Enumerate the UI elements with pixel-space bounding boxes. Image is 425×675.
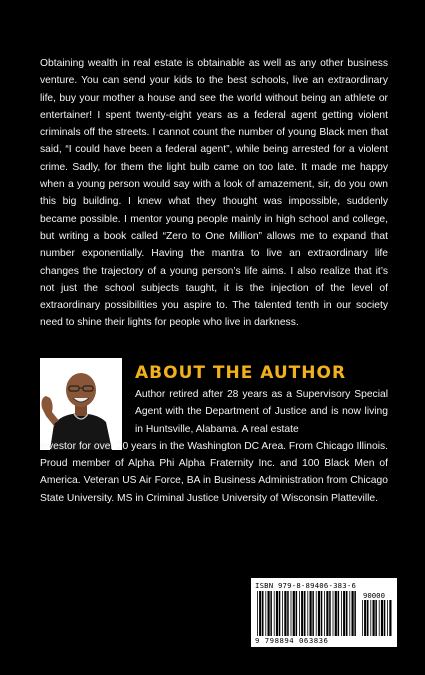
barcode-bar xyxy=(307,591,308,636)
barcode-bar xyxy=(338,591,340,636)
blurb-paragraph: Obtaining wealth in real estate is obtainable as well as any other business venture. You can send your kids to the best schools, live an extraordinary life, buy your mother a house and see the world without being an athlete or entertainer! I spent twenty-eight years as a federal agent getting violent criminals off the streets. I cannot count the number of young Black men that said, “I could have been a federal agent”, while being arrested for a violent crime. Sadly, for them the light bulb came on too late. It made me happy when a young person would say with a look of amazement, sir, do you own this big building. I knew what they thought was impossible, suddenly became possible. I mentor young people mainly in high school and college, but writing a book called “Zero to One Million” allows me to expand that number exponentially. Having the mantra to live an extraordinary life changes the trajectory of a young person’s life aims. I also realize that it’s not just the school subjects taught, it is the injection of the level of extraordinary possibilities you aspire to. The talented tenth in our society need to shine their lights for people who live in darkness. xyxy=(40,58,388,329)
barcode-bar xyxy=(318,591,320,636)
isbn-number: ISBN 979-8-89406-383-6 xyxy=(255,581,357,590)
barcode-bar xyxy=(316,591,317,636)
barcode-bar xyxy=(352,591,354,636)
barcode-bars xyxy=(257,591,357,636)
barcode-addon-number: 90000 xyxy=(363,591,385,600)
barcode-bar xyxy=(304,591,306,636)
barcode-bar xyxy=(349,591,350,636)
barcode-bar xyxy=(293,591,295,636)
barcode-bar xyxy=(370,600,371,636)
barcode-bar xyxy=(362,600,363,636)
isbn-barcode xyxy=(251,578,397,647)
barcode-bar xyxy=(333,591,334,636)
barcode-bar xyxy=(321,591,323,636)
barcode-bar xyxy=(262,591,264,636)
barcode-bar xyxy=(299,591,300,636)
barcode-bar xyxy=(387,600,388,636)
barcode-bar xyxy=(296,591,298,636)
barcode-bar xyxy=(381,600,383,636)
barcode-addon-bars xyxy=(362,600,392,636)
barcode-bar xyxy=(276,591,278,636)
author-bio xyxy=(40,386,388,507)
barcode-bar xyxy=(384,600,386,636)
barcode-bar xyxy=(367,600,369,636)
barcode-bar xyxy=(324,591,325,636)
barcode-bar xyxy=(265,591,266,636)
barcode-bar xyxy=(335,591,337,636)
author-bio-text xyxy=(40,386,388,507)
barcode-bar xyxy=(329,591,331,636)
about-the-author-heading: ABOUT THE AUTHOR xyxy=(135,363,347,383)
barcode-bar xyxy=(310,591,312,636)
barcode-bar xyxy=(375,600,377,636)
barcode-bar xyxy=(379,600,380,636)
ean-number: 9 798894 063836 xyxy=(255,636,329,645)
barcode-bar xyxy=(364,600,366,636)
barcode-bar xyxy=(389,600,391,636)
barcode-bar xyxy=(268,591,270,636)
barcode-bar xyxy=(291,591,292,636)
barcode-bar xyxy=(287,591,289,636)
barcode-bar xyxy=(354,591,356,636)
barcode-bar xyxy=(346,591,348,636)
barcode-bar xyxy=(257,591,258,636)
back-cover-blurb xyxy=(40,55,388,332)
barcode-bar xyxy=(301,591,303,636)
author-bio-rest: investor for over 20 years in the Washington DC Area. From Chicago Illinois. Proud member of Alpha Phi Alpha Fraternity Inc. and 100 Black Men of America. Veteran US Air Force, BA in Business Administration from Chicago State University. MS in Criminal Justice University of Wisconsin Platteville. xyxy=(40,440,388,504)
barcode-bar xyxy=(274,591,275,636)
barcode-bar xyxy=(326,591,328,636)
author-bio-lead: Author retired after 28 years as a Supervisory Special Agent with the Department of Justice and is now living in Huntsville, Alabama. A real estate xyxy=(135,389,388,435)
barcode-bar xyxy=(270,591,272,636)
barcode-bar xyxy=(279,591,281,636)
barcode-bar xyxy=(259,591,261,636)
barcode-bar xyxy=(373,600,375,636)
barcode-bar xyxy=(343,591,345,636)
barcode-bar xyxy=(282,591,283,636)
barcode-bar xyxy=(284,591,286,636)
barcode-bar xyxy=(341,591,342,636)
barcode-bar xyxy=(312,591,314,636)
